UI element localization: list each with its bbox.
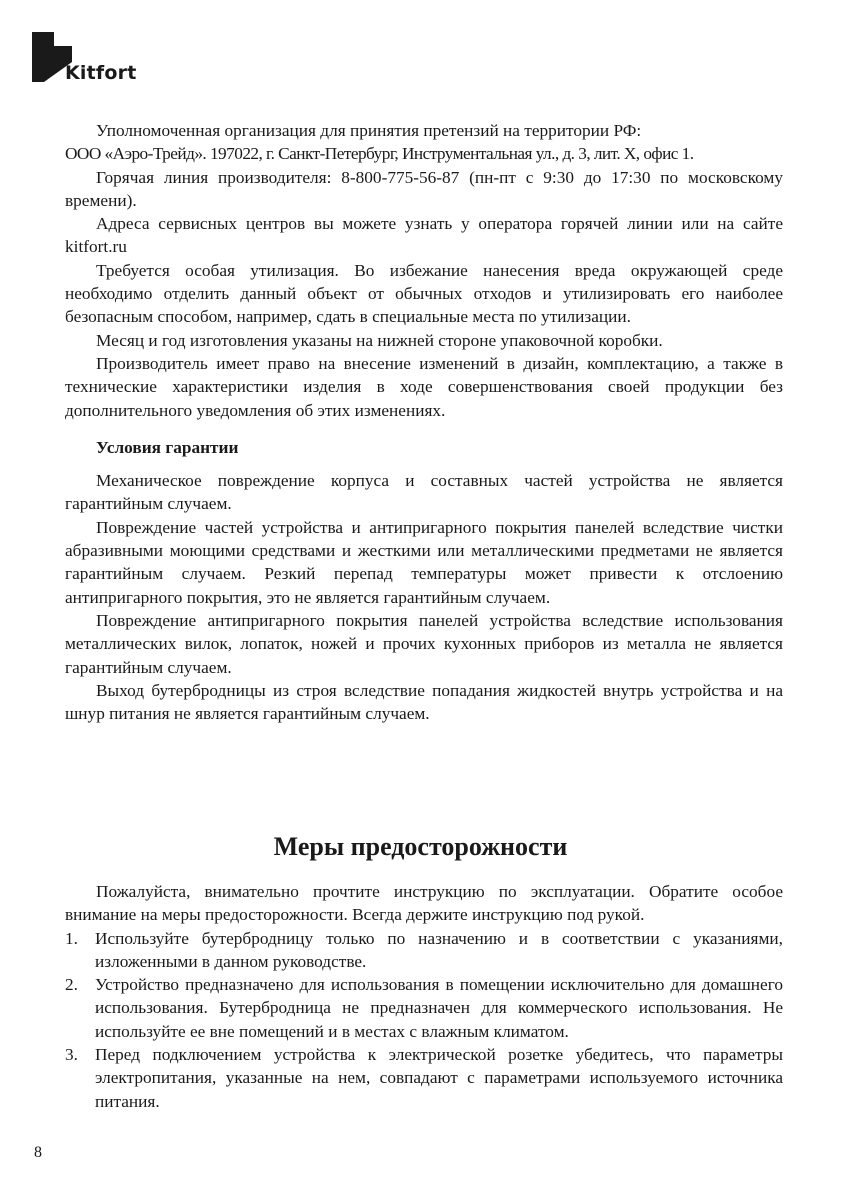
- list-item: [65, 973, 783, 1043]
- warranty-paragraph-4: Выход бутербродницы из строя вследствие попадания жидкостей внутрь устройства и на шнур питания не является гарантийным случаем.: [65, 680, 783, 724]
- precautions-intro: Пожалуйста, внимательно прочтите инструкцию по эксплуатации. Обратите особое внимание на меры предосторожности. Всегда держите инструкцию под рукой.: [65, 882, 783, 925]
- warranty-paragraph-2: Повреждение частей устройства и антипригарного покрытия панелей вследствие чистки абразивными моющими средствами и жесткими или металлическими предметами не является гарантийным случаем. Резкий перепад температуры может привести к отслоению антипригарного покрытия, это не является гарантийным случаем.: [65, 517, 783, 607]
- list-item-text: Устройство предназначено для использования в помещении исключительно для домашнего использования. Бутербродница не предназначен для коммерческого использования. Не используйте ее вне помещений и в местах с влажным климатом.: [95, 975, 783, 1041]
- hotline-paragraph: Горячая линия производителя: 8-800-775-56-87 (пн-пт с 9:30 до 17:30 по московскому времени).: [65, 167, 783, 210]
- page-number: 8: [34, 1144, 42, 1161]
- list-item-number: 3.: [65, 1045, 78, 1065]
- disposal-paragraph: Требуется особая утилизация. Во избежание нанесения вреда окружающей среде необходимо отделить данный объект от обычных отходов и утилизировать его наиболее безопасным способом, например, сдать в специальные места по утилизации.: [65, 260, 783, 327]
- logo-text: Kitfort: [65, 62, 137, 84]
- list-item-text: Используйте бутербродницу только по назначению и в соответствии с указаниями, изложенными в данном руководстве.: [95, 928, 783, 971]
- authorized-org-line2: ООО «Аэро-Трейд». 197022, г. Санкт-Петербург, Инструментальная ул., д. 3, лит. Х, офис 1.: [65, 144, 694, 164]
- list-item: [65, 927, 783, 974]
- list-item-text: Перед подключением устройства к электрической розетке убедитесь, что параметры электропитания, указанные на нем, совпадают с параметрами используемого источника питания.: [95, 1045, 783, 1111]
- authorized-org-line1: Уполномоченная организация для принятия претензий на территории РФ:: [96, 121, 642, 140]
- precautions-body: [65, 880, 783, 1113]
- list-item: [65, 1043, 783, 1113]
- document-body: [65, 119, 783, 725]
- precautions-list: [65, 927, 783, 1113]
- warranty-paragraph-1: Механическое повреждение корпуса и составных частей устройства не является гарантийным случаем.: [65, 471, 783, 514]
- warranty-heading: Условия гарантии: [96, 437, 239, 457]
- precautions-title: Меры предосторожности: [273, 832, 568, 861]
- manufacture-date-paragraph: Месяц и год изготовления указаны на нижней стороне упаковочной коробки.: [96, 330, 663, 350]
- authorized-org-paragraph: [65, 119, 783, 166]
- service-centers-paragraph: Адреса сервисных центров вы можете узнать у оператора горячей линии или на сайте kitfort.ru: [65, 214, 783, 257]
- list-item-number: 1.: [65, 928, 78, 948]
- brand-logo: [32, 32, 152, 88]
- manufacturer-rights-paragraph: Производитель имеет право на внесение изменений в дизайн, комплектацию, а также в технические характеристики изделия в ходе совершенствования своей продукции без дополнительного уведомления об этих изменениях.: [65, 353, 783, 420]
- list-item-number: 2.: [65, 975, 78, 995]
- warranty-paragraph-3: Повреждение антипригарного покрытия панелей устройства вследствие использования металлических вилок, лопаток, ножей и прочих кухонных приборов из металла не является гарантийным случаем.: [65, 610, 783, 677]
